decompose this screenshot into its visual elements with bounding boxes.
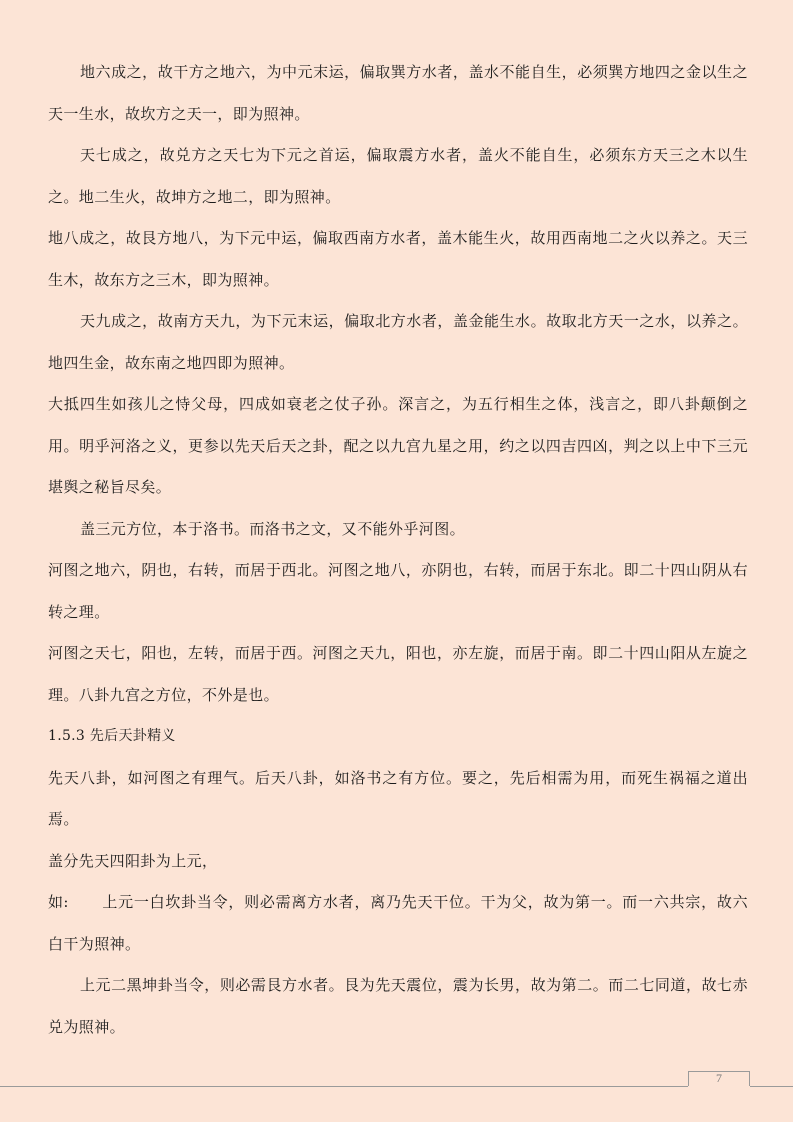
paragraph [48, 882, 748, 965]
paragraph: 地六成之，故干方之地六，为中元末运，偏取巽方水者，盖水不能自生，必须巽方地四之金以生之天一生水，故坎方之天一，即为照神。 [48, 63, 748, 123]
section-heading: 1.5.3 先后天卦精义 [48, 728, 176, 744]
paragraph: 上元二黑坤卦当令，则必需艮方水者。艮为先天震位，震为长男，故为第二。而二七同道，故七赤兑为照神。 [48, 976, 748, 1036]
paragraph: 盖三元方位，本于洛书。而洛书之文，又不能外乎河图。 [80, 519, 466, 538]
paragraph: 先天八卦，如河图之有理气。后天八卦，如洛书之有方位。要之，先后相需为用，而死生祸福之道出焉。 [48, 768, 748, 828]
paragraph: 河图之地六，阴也，右转，而居于西北。河图之地八，亦阴也，右转，而居于东北。即二十四山阴从右转之理。 [48, 561, 748, 621]
paragraph: 天九成之，故南方天九，为下元末运，偏取北方水者，盖金能生水。故取北方天一之水，以养之。地四生金，故东南之地四即为照神。 [48, 312, 748, 372]
footer-rule [750, 1086, 793, 1087]
document-body [48, 52, 748, 1048]
paragraph: 天七成之，故兑方之天七为下元之首运，偏取震方水者，盖火不能自生，必须东方天三之木以生之。地二生火，故坤方之地二，即为照神。 [48, 146, 748, 206]
paragraph: 河图之天七，阳也，左转，而居于西。河图之天九，阳也，亦左旋，而居于南。即二十四山阳从左旋之理。八卦九宫之方位，不外是也。 [48, 644, 748, 704]
example-prefix: 如: [48, 893, 69, 911]
paragraph: 大抵四生如孩儿之恃父母，四成如衰老之仗子孙。深言之，为五行相生之体，浅言之，即八卦颠倒之用。明乎河洛之义，更参以先天后天之卦，配之以九宫九星之用，约之以四吉四凶，判之以上中下三元堪舆之秘旨尽矣。 [48, 395, 748, 496]
footer-rule [0, 1086, 688, 1087]
paragraph: 地八成之，故艮方地八，为下元中运，偏取西南方水者，盖木能生火，故用西南地二之火以养之。天三生木，故东方之三木，即为照神。 [48, 229, 748, 289]
example-text: 上元一白坎卦当令，则必需离方水者，离乃先天干位。干为父，故为第一。而一六共宗，故六白干为照神。 [48, 893, 748, 953]
paragraph: 盖分先天四阳卦为上元， [48, 851, 218, 870]
page-number: 7 [716, 1071, 722, 1085]
